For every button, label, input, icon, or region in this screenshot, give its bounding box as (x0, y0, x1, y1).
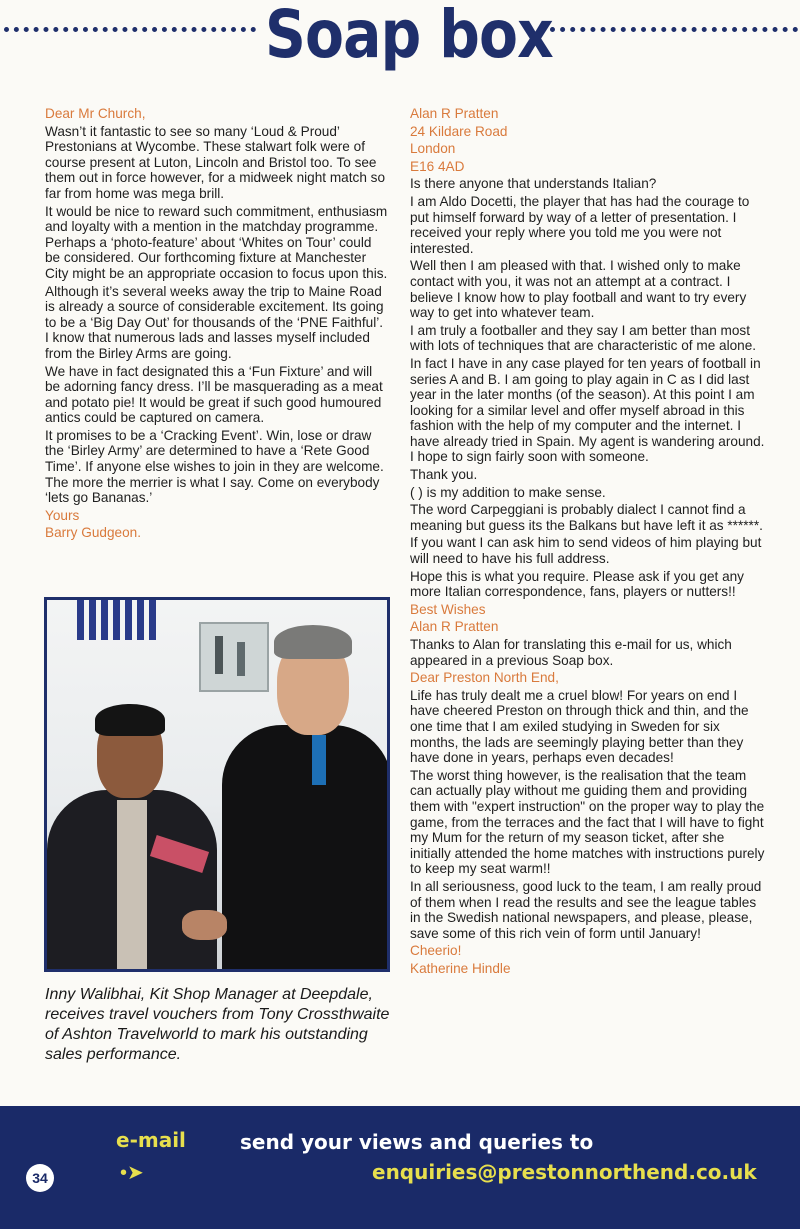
letter3-paragraph: Life has truly dealt me a cruel blow! For years on end I have cheered Preston on through thick and thin, and the one time that I am exiled studying in Sweden for six months, the lads are seemingly playing better than they have done in years, perhaps even decades! (410, 687, 749, 766)
page-header (0, 0, 800, 90)
email-label: e-mail (116, 1128, 186, 1152)
presentation-photo (44, 597, 390, 972)
address-line: E16 4AD (410, 158, 465, 174)
address-line: 24 Kildare Road (410, 123, 508, 139)
right-column (410, 106, 765, 978)
letter2-paragraph: Is there anyone that understands Italian? (410, 176, 657, 192)
letter2-paragraph: Well then I am pleased with that. I wished only to make contact with you, it was not an attempt at a contract. I believe I know how to play football and want to try every way to get into whatever team. (410, 258, 747, 321)
letter1-paragraph: Although it’s several weeks away the trip to Maine Road is already a source of considerable excitement. Its going to be a ‘Big Day Out’ for thousands of the ‘PNE Faithful’. I know that numerous lads and lasses myself included from the Birley Arms are going. (45, 283, 384, 361)
header-dots-left (4, 27, 256, 32)
page-title: Soap box (265, 0, 553, 73)
letter2-paragraph: In fact I have in any case played for ten years of football in series A and B. I am going to play again in C as I did last year in the later months (of the season). At this point I am looking for a similar level and offer myself abroad in this fashion with the help of my computer and the internet. I have already tried in Spain. My agent is wandering around. I hope to sign fairly soon with someone. (410, 355, 765, 465)
letter2-paragraph: If you want I can ask him to send videos of him playing but will need to have his full address. (410, 535, 762, 567)
letter3-signature: Katherine Hindle (410, 960, 511, 976)
letter2-paragraph: ( ) is my addition to make sense. (410, 484, 606, 500)
letter3-paragraph: In all seriousness, good luck to the team, I am really proud of them when I read the results and see the league tables in the Swedish national newspapers, and please, please, save some of this rich vein of form until January! (410, 878, 762, 941)
address-line: London (410, 141, 456, 157)
letter2-paragraph: Thank you. (410, 467, 478, 483)
letter1-signoff: Yours (45, 507, 80, 523)
letter1-paragraph: It promises to be a ‘Cracking Event’. Win, lose or draw the ‘Birley Army’ are determined to have a ‘Rete Good Time’. If anyone else wishes to join in they are welcome. The more the merrier is what I say. Come on everybody ‘lets go Bananas.’ (45, 427, 384, 506)
letter1-paragraph: We have in fact designated this a ‘Fun Fixture’ and will be adorning fancy dress. I’ll be masquerading as a meat and potato pie! It would be great if such good humoured antics could be captured on camera. (45, 363, 383, 426)
window-blinds (77, 600, 157, 640)
email-address-link[interactable]: enquiries@prestonnorthend.co.uk (372, 1160, 757, 1184)
email-heading: send your views and queries to (240, 1130, 594, 1154)
letter2-paragraph: I am Aldo Docetti, the player that has had the courage to put himself forward by way of a letter of presentation. I received your reply where you told me you were not interested. (410, 193, 750, 256)
footer-banner (0, 1106, 800, 1229)
letter2-closing-name: Alan R Pratten (410, 619, 499, 635)
letter2-paragraph: I am truly a footballer and they say I am better than most with lots of techniques that are characteristic of me alone. (410, 322, 757, 354)
letter1-signature: Barry Gudgeon. (45, 525, 141, 541)
letter1-paragraph: It would be nice to reward such commitment, enthusiasm and loyalty with a mention in the matchday programme. Perhaps a ‘photo-feature’ about ‘Whites on Tour’ could be considered. Our forthcoming fixture at Manchester City might be an appropriate occasion to focus upon this. (45, 203, 388, 281)
letter3-closing: Cheerio! (410, 943, 462, 959)
letter2-paragraph: The word Carpeggiani is probably dialect I cannot find a meaning but guess its the Balkans but have left it as ******. (410, 502, 763, 533)
arrow-icon: •➤ (120, 1162, 144, 1184)
photo-caption: Inny Walibhai, Kit Shop Manager at Deepdale, receives travel vouchers from Tony Crossthwaite of Ashton Travelworld to mark his outstanding sales performance. (45, 986, 390, 1063)
address-line: Alan R Pratten (410, 106, 499, 121)
editor-note: Thanks to Alan for translating this e-mail for us, which appeared in a previous Soap box. (410, 637, 732, 668)
handshake (182, 910, 227, 940)
letter3-salutation: Dear Preston North End, (410, 670, 559, 686)
letter2-paragraph: Hope this is what you require. Please ask if you get any more Italian correspondence, fans, players or nutters!! (410, 568, 744, 600)
person-right (222, 625, 387, 972)
left-column (45, 106, 390, 543)
page-number: 34 (26, 1164, 54, 1192)
letter3-paragraph: The worst thing however, is the realisation that the team can actually play without me guiding them and providing them with "expert instruction" on the proper way to play the game, from the terraces and the fact that I will have to fight my Mum for the return of my season ticket, after she initially attended the home matches with instructions purely to keep my seat warm!! (410, 767, 765, 877)
letter2-closing: Best Wishes (410, 601, 486, 617)
header-dots-right (550, 27, 798, 32)
letter1-paragraph: Wasn’t it fantastic to see so many ‘Loud & Proud’ Prestonians at Wycombe. These stalwart folk were of course present at Luton, Lincoln and Bristol too. To see them out in force however, for a midweek night match so far from home was mega brill. (45, 123, 386, 201)
letter1-salutation: Dear Mr Church, (45, 106, 146, 121)
